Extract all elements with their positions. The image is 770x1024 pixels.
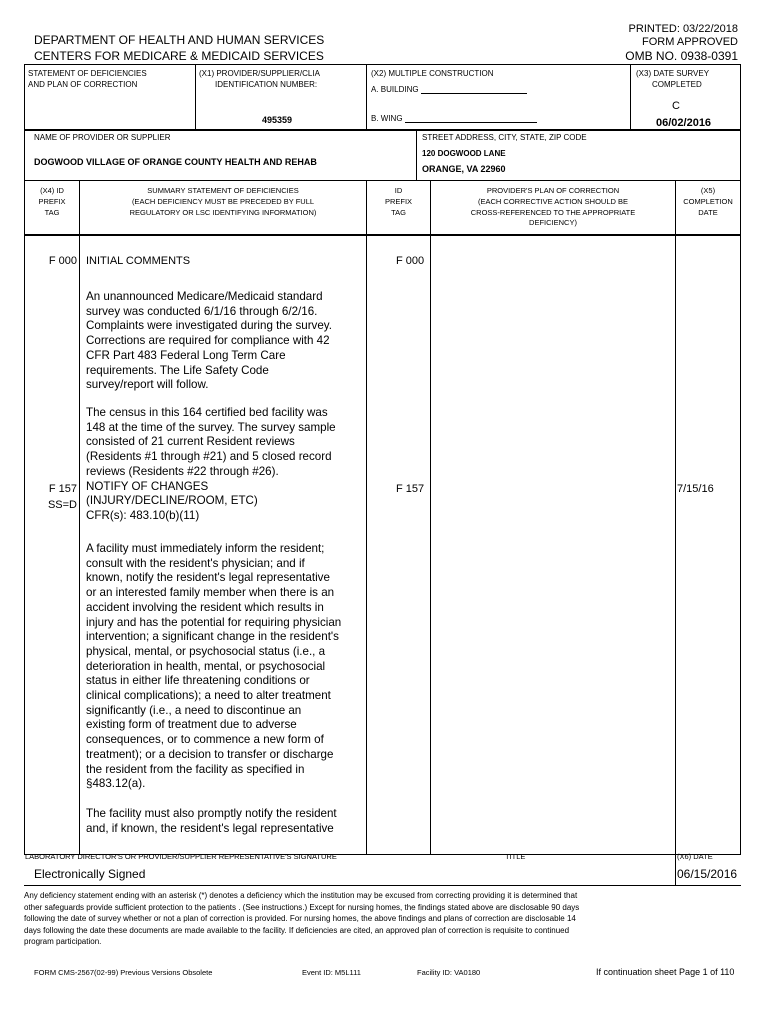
text-line: clinical complications); a need to alter treatment bbox=[86, 689, 331, 703]
disclaimer bbox=[24, 890, 579, 948]
initial-comments-paragraph bbox=[86, 290, 332, 393]
x5-header-3: DATE bbox=[698, 208, 718, 217]
text-line: The facility must also promptly notify the resident bbox=[86, 807, 337, 820]
provider-name-label: NAME OF PROVIDER OR SUPPLIER bbox=[34, 133, 171, 142]
statement-label: STATEMENT OF DEFICIENCIES bbox=[28, 69, 147, 78]
plan-header-4: DEFICIENCY) bbox=[529, 218, 577, 227]
event-id: Event ID: M5L111 bbox=[302, 968, 361, 977]
date-label: (X6) DATE bbox=[677, 852, 713, 861]
text-line: known, notify the resident's legal representative bbox=[86, 571, 330, 585]
text-line: the resident from the facility as specified in bbox=[86, 762, 305, 776]
text-line: consult with the resident's physician; and if bbox=[86, 556, 305, 570]
text-line: and, if known, the resident's legal representative bbox=[86, 821, 334, 835]
survey-code: C bbox=[672, 100, 680, 112]
plan-header-3: CROSS-REFERENCED TO THE APPROPRIATE bbox=[470, 208, 636, 217]
text-line: (INJURY/DECLINE/ROOM, ETC) bbox=[86, 494, 258, 508]
text-line: requirements. The Life Safety Code bbox=[86, 363, 269, 377]
wing-field bbox=[371, 114, 537, 123]
omb-number: OMB NO. 0938-0391 bbox=[625, 49, 738, 63]
x1-label-2: IDENTIFICATION NUMBER: bbox=[215, 80, 318, 89]
regulation-paragraph bbox=[86, 542, 341, 792]
form-approved: FORM APPROVED bbox=[642, 36, 738, 48]
x3-label-2: COMPLETED bbox=[652, 80, 702, 89]
initial-comments-title: INITIAL COMMENTS bbox=[86, 255, 191, 267]
x1-label: (X1) PROVIDER/SUPPLIER/CLIA bbox=[199, 69, 320, 78]
page-number: If continuation sheet Page 1 of 110 bbox=[596, 967, 735, 977]
signature-value: Electronically Signed bbox=[34, 867, 146, 881]
x4-header-2: PREFIX bbox=[38, 197, 66, 206]
text-line: existing form of treatment due to adverse bbox=[86, 718, 297, 732]
text-line: Corrections are required for compliance with 42 bbox=[86, 334, 330, 348]
id-header-2: PREFIX bbox=[384, 197, 413, 206]
summary-header: SUMMARY STATEMENT OF DEFICIENCIES bbox=[147, 186, 299, 195]
department-title: DEPARTMENT OF HEALTH AND HUMAN SERVICES bbox=[34, 33, 325, 47]
city-state-zip: ORANGE, VA 22960 bbox=[422, 164, 506, 174]
completion-date-f157: 7/15/16 bbox=[677, 483, 714, 495]
building-field bbox=[371, 85, 527, 94]
title-label: TITLE bbox=[505, 852, 526, 861]
form-number: FORM CMS-2567(02-99) Previous Versions Obsolete bbox=[34, 968, 213, 977]
text-line: survey was conducted 6/1/16 through 6/2/16. bbox=[86, 304, 318, 318]
text-line: status in either life threatening conditions or bbox=[86, 674, 310, 688]
text-line: §483.12(a). bbox=[86, 777, 146, 791]
text-line: or an interested family member when there is an bbox=[86, 586, 335, 600]
disclaimer-line: Any deficiency statement ending with an asterisk (*) denotes a deficiency which the institution may be excused from correcting providing it is determined that bbox=[24, 891, 578, 900]
facility-id: Facility ID: VA0180 bbox=[417, 968, 481, 977]
text-line: CFR(s): 483.10(b)(11) bbox=[86, 508, 200, 522]
text-line: reviews (Residents #22 through #26). bbox=[86, 464, 279, 478]
text-line: CFR Part 483 Federal Long Term Care bbox=[86, 348, 286, 362]
provider-id-number: 495359 bbox=[262, 115, 293, 125]
text-line: (Residents #1 through #21) and 5 closed record bbox=[86, 450, 332, 464]
street-address: 120 DOGWOOD LANE bbox=[422, 149, 506, 158]
printed-date: PRINTED: 03/22/2018 bbox=[628, 23, 738, 35]
plan-label: AND PLAN OF CORRECTION bbox=[28, 80, 138, 89]
text-line: intervention; a significant change in the resident's bbox=[86, 630, 339, 644]
text-line: consequences, or to commence a new form of bbox=[86, 733, 324, 747]
prefix-tag-f000: F 000 bbox=[48, 255, 77, 267]
x2-label: (X2) MULTIPLE CONSTRUCTION bbox=[371, 69, 494, 78]
id-header-3: TAG bbox=[391, 208, 406, 217]
x3-label: (X3) DATE SURVEY bbox=[636, 69, 710, 78]
x4-header-3: TAG bbox=[44, 208, 60, 217]
wing-label: B. WING bbox=[371, 114, 403, 123]
signature-label: LABORATORY DIRECTOR'S OR PROVIDER/SUPPLIER REPRESENTATIVE'S SIGNATURE bbox=[25, 852, 337, 861]
disclaimer-line: days following the date these documents are made available to the facility. If deficiencies are cited, an approved plan of correction is requisite to continued bbox=[24, 925, 570, 935]
census-paragraph bbox=[86, 406, 336, 524]
text-line: An unannounced Medicare/Medicaid standard bbox=[86, 290, 323, 303]
text-line: injury and has the potential for requiring physician bbox=[86, 615, 342, 629]
summary-header-3: REGULATORY OR LSC IDENTIFYING INFORMATION) bbox=[129, 208, 317, 217]
id-header: ID bbox=[394, 186, 403, 195]
text-line: A facility must immediately inform the resident; bbox=[86, 542, 325, 555]
disclaimer-line: other safeguards provide sufficient protection to the patients . (See instructions.) Except for nursing homes, the findings stated above are disclosable 90 days bbox=[24, 902, 580, 912]
text-line: deterioration in health, mental, or psychosocial bbox=[86, 659, 326, 673]
text-line: Complaints were investigated during the survey. bbox=[86, 319, 332, 333]
signature-date: 06/15/2016 bbox=[677, 867, 738, 881]
text-line: treatment); or a decision to transfer or discharge bbox=[86, 747, 334, 761]
address-label: STREET ADDRESS, CITY, STATE, ZIP CODE bbox=[422, 133, 587, 142]
text-line: significantly (i.e., a need to discontinue an bbox=[86, 703, 302, 717]
summary-header-2: (EACH DEFICIENCY MUST BE PRECEDED BY FULL bbox=[131, 197, 315, 206]
text-line: consisted of 21 current Resident reviews bbox=[86, 435, 295, 449]
text-line: The census in this 164 certified bed facility was bbox=[86, 406, 328, 419]
x5-header: (X5) bbox=[700, 186, 716, 195]
survey-date: 06/02/2016 bbox=[656, 117, 712, 129]
x4-header: (X4) ID bbox=[40, 186, 64, 195]
plan-header: PROVIDER'S PLAN OF CORRECTION bbox=[486, 186, 620, 195]
provider-name: DOGWOOD VILLAGE OF ORANGE COUNTY HEALTH AND REHAB bbox=[34, 157, 317, 167]
x5-header-2: COMPLETION bbox=[683, 197, 733, 206]
prefix-tag-f157: F 157 bbox=[48, 483, 77, 495]
disclaimer-line: program participation. bbox=[24, 937, 102, 946]
text-line: accident involving the resident which results in bbox=[86, 600, 324, 614]
disclaimer-line: following the date of survey whether or not a plan of correction is provided. For nursing homes, the above findings and plans of correction are disclosable 14 bbox=[24, 914, 576, 923]
centers-title: CENTERS FOR MEDICARE & MEDICAID SERVICES bbox=[34, 49, 324, 63]
text-line: survey/report will follow. bbox=[86, 378, 209, 392]
notify-paragraph bbox=[86, 807, 337, 836]
building-label: A. BUILDING bbox=[371, 85, 419, 94]
text-line: NOTIFY OF CHANGES bbox=[86, 479, 209, 493]
text-line: physical, mental, or psychosocial status (i.e., a bbox=[86, 644, 326, 658]
id-tag-f157: F 157 bbox=[396, 483, 425, 495]
plan-header-2: (EACH CORRECTIVE ACTION SHOULD BE bbox=[477, 197, 629, 206]
scope-severity: SS=D bbox=[47, 499, 77, 511]
text-line: 148 at the time of the survey. The survey sample bbox=[86, 420, 336, 434]
id-tag-f000: F 000 bbox=[396, 255, 425, 267]
